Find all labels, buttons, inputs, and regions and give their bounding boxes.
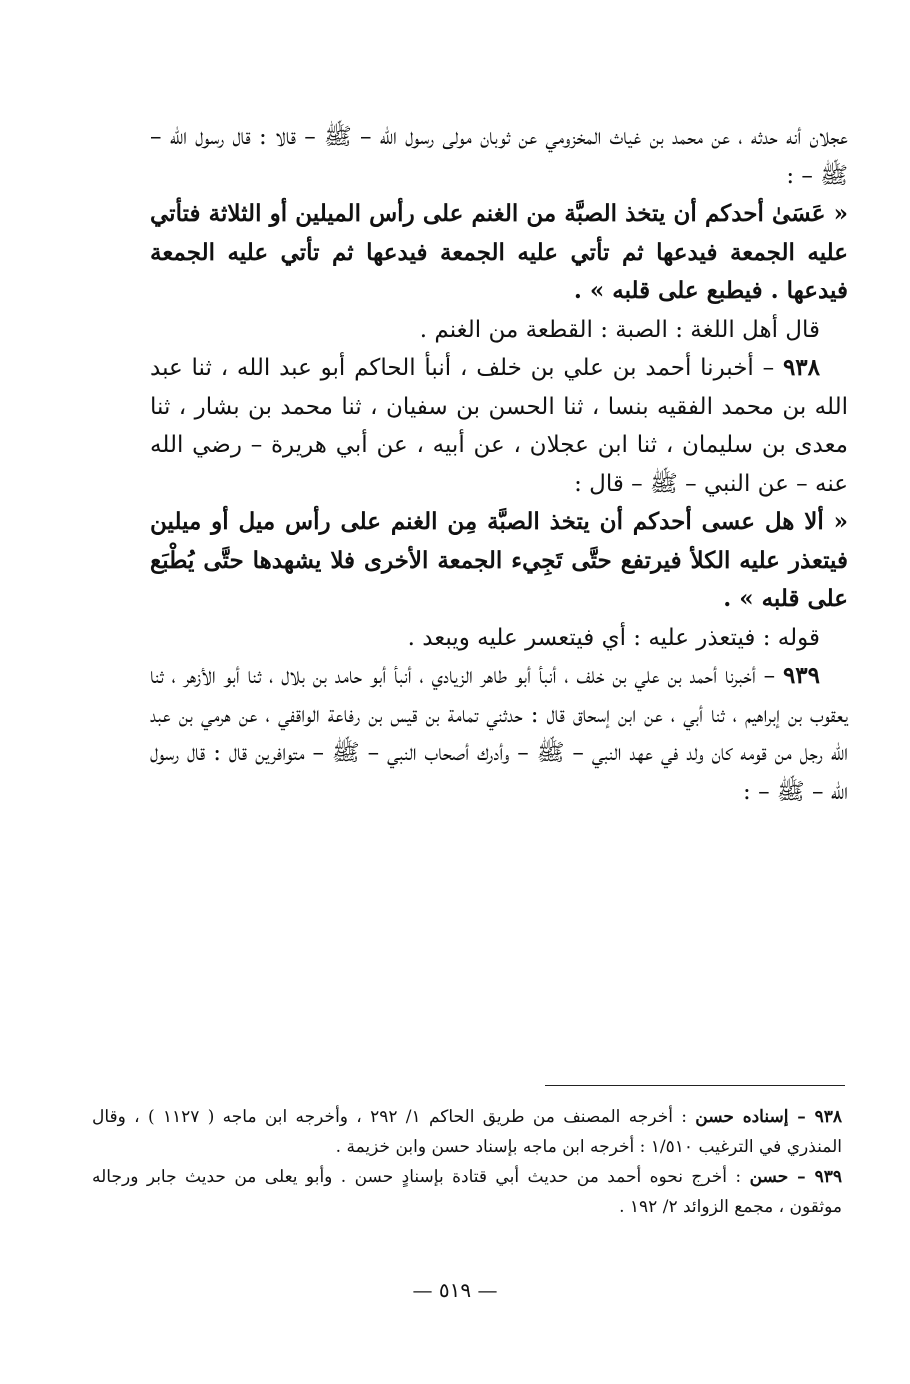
footnote-938-grade: إسناده حسن <box>695 1107 789 1127</box>
hadith-number-938: ٩٣٨ <box>782 354 820 381</box>
narration-938-text: – أخبرنا أحمد بن علي بن خلف ، أنبأ الحاكم أبو عبد الله ، ثنا عبد الله بن محمد الفقيه بنسا ، ثنا الحسن بن سفيان ، ثنا محمد بن بشار ، ثنا معدى بن سليمان ، ثنا ابن عجلان ، عن أبيه ، عن أبي هريرة – رضي الله عنه – عن النبي – ﷺ – قال : <box>150 355 848 497</box>
footnote-938-text: : أخرجه المصنف من طريق الحاكم ١/ ٢٩٢ ، وأخرجه ابن ماجه ( ١١٢٧ ) ، وقال المنذري في الترغيب ١/٥١٠ : أخرجه ابن ماجه بإسناد حسن وابن خزيمة . <box>92 1107 842 1157</box>
footnote-939-text: : أخرج نحوه أحمد من حديث أبي قتادة بإسنادٍ حسن . وأبو يعلى من حديث جابر ورجاله موثقون ، مجمع الزوائد ٢/ ١٩٢ . <box>92 1167 842 1217</box>
footnote-938-number: ٩٣٨ <box>814 1107 842 1127</box>
lexical-note-1: قال أهل اللغة : الصبة : القطعة من الغنم . <box>419 316 820 343</box>
narration-939-text: – أخبرنا أحمد بن علي بن خلف ، أنبأ أبو طاهر الزيادي ، أنبأ أبو حامد بن بلال ، ثنا أبو الأزهر ، ثنا يعقوب بن إبراهيم ، ثنا أبي ، عن ابن إسحاق قال : حدثني تمامة بن قيس بن رفاعة الواقفي ، عن هرمي بن عبد الله رجل من قومه كان ولد في عهد النبي – ﷺ – وأدرك أصحاب النبي – ﷺ – متوافرين قال : قال رسول الله – ﷺ – : <box>150 663 848 805</box>
page-number: — ٥١٩ — <box>412 1278 498 1302</box>
footnotes <box>92 1102 842 1222</box>
footnote-939: ٩٣٩ – حسن : أخرج نحوه أحمد من حديث أبي قتادة بإسنادٍ حسن . وأبو يعلى من حديث جابر ورجاله موثقون ، مجمع الزوائد ٢/ ١٩٢ . <box>92 1167 842 1217</box>
hadith-text-2: « ألا هل عسى أحدكم أن يتخذ الصبَّة مِن الغنم على رأس ميل أو ميلين فيتعذر عليه الكلأ فيرتفع حتَّى تَجِيء الجمعة الأخرى فلا يشهدها حتَّى يُطْبَع على قلبه » . <box>150 508 848 612</box>
hadith-text-1: « عَسَىٰ أحدكم أن يتخذ الصبَّة من الغنم على رأس الميلين أو الثلاثة فتأتي عليه الجمعة فيدعها ثم تأتي عليه الجمعة فيدعها ثم تأتي عليه الجمعة فيدعها . فيطبع على قلبه » . <box>150 200 848 304</box>
footnote-938: ٩٣٨ – إسناده حسن : أخرجه المصنف من طريق الحاكم ١/ ٢٩٢ ، وأخرجه ابن ماجه ( ١١٢٧ ) ، وقال المنذري في الترغيب ١/٥١٠ : أخرجه ابن ماجه بإسناد حسن وابن خزيمة . <box>92 1107 842 1157</box>
hadith-number-939: ٩٣٩ <box>782 662 820 689</box>
narration-938 <box>150 349 848 503</box>
lexical-note-2: قوله : فيتعذر عليه : أي فيتعسر عليه ويبعد . <box>407 624 820 651</box>
footnote-divider <box>545 1085 845 1086</box>
main-text <box>150 118 848 811</box>
footnote-939-number: ٩٣٩ <box>814 1167 842 1187</box>
narration-939 <box>150 657 848 811</box>
paragraph-intro: عجلان أنه حدثه ، عن محمد بن غياث المخزومي عن ثوبان مولى رسول الله – ﷺ – قالا : قال رسول الله – ﷺ – : <box>150 124 848 189</box>
footnote-939-grade: حسن <box>749 1167 789 1187</box>
